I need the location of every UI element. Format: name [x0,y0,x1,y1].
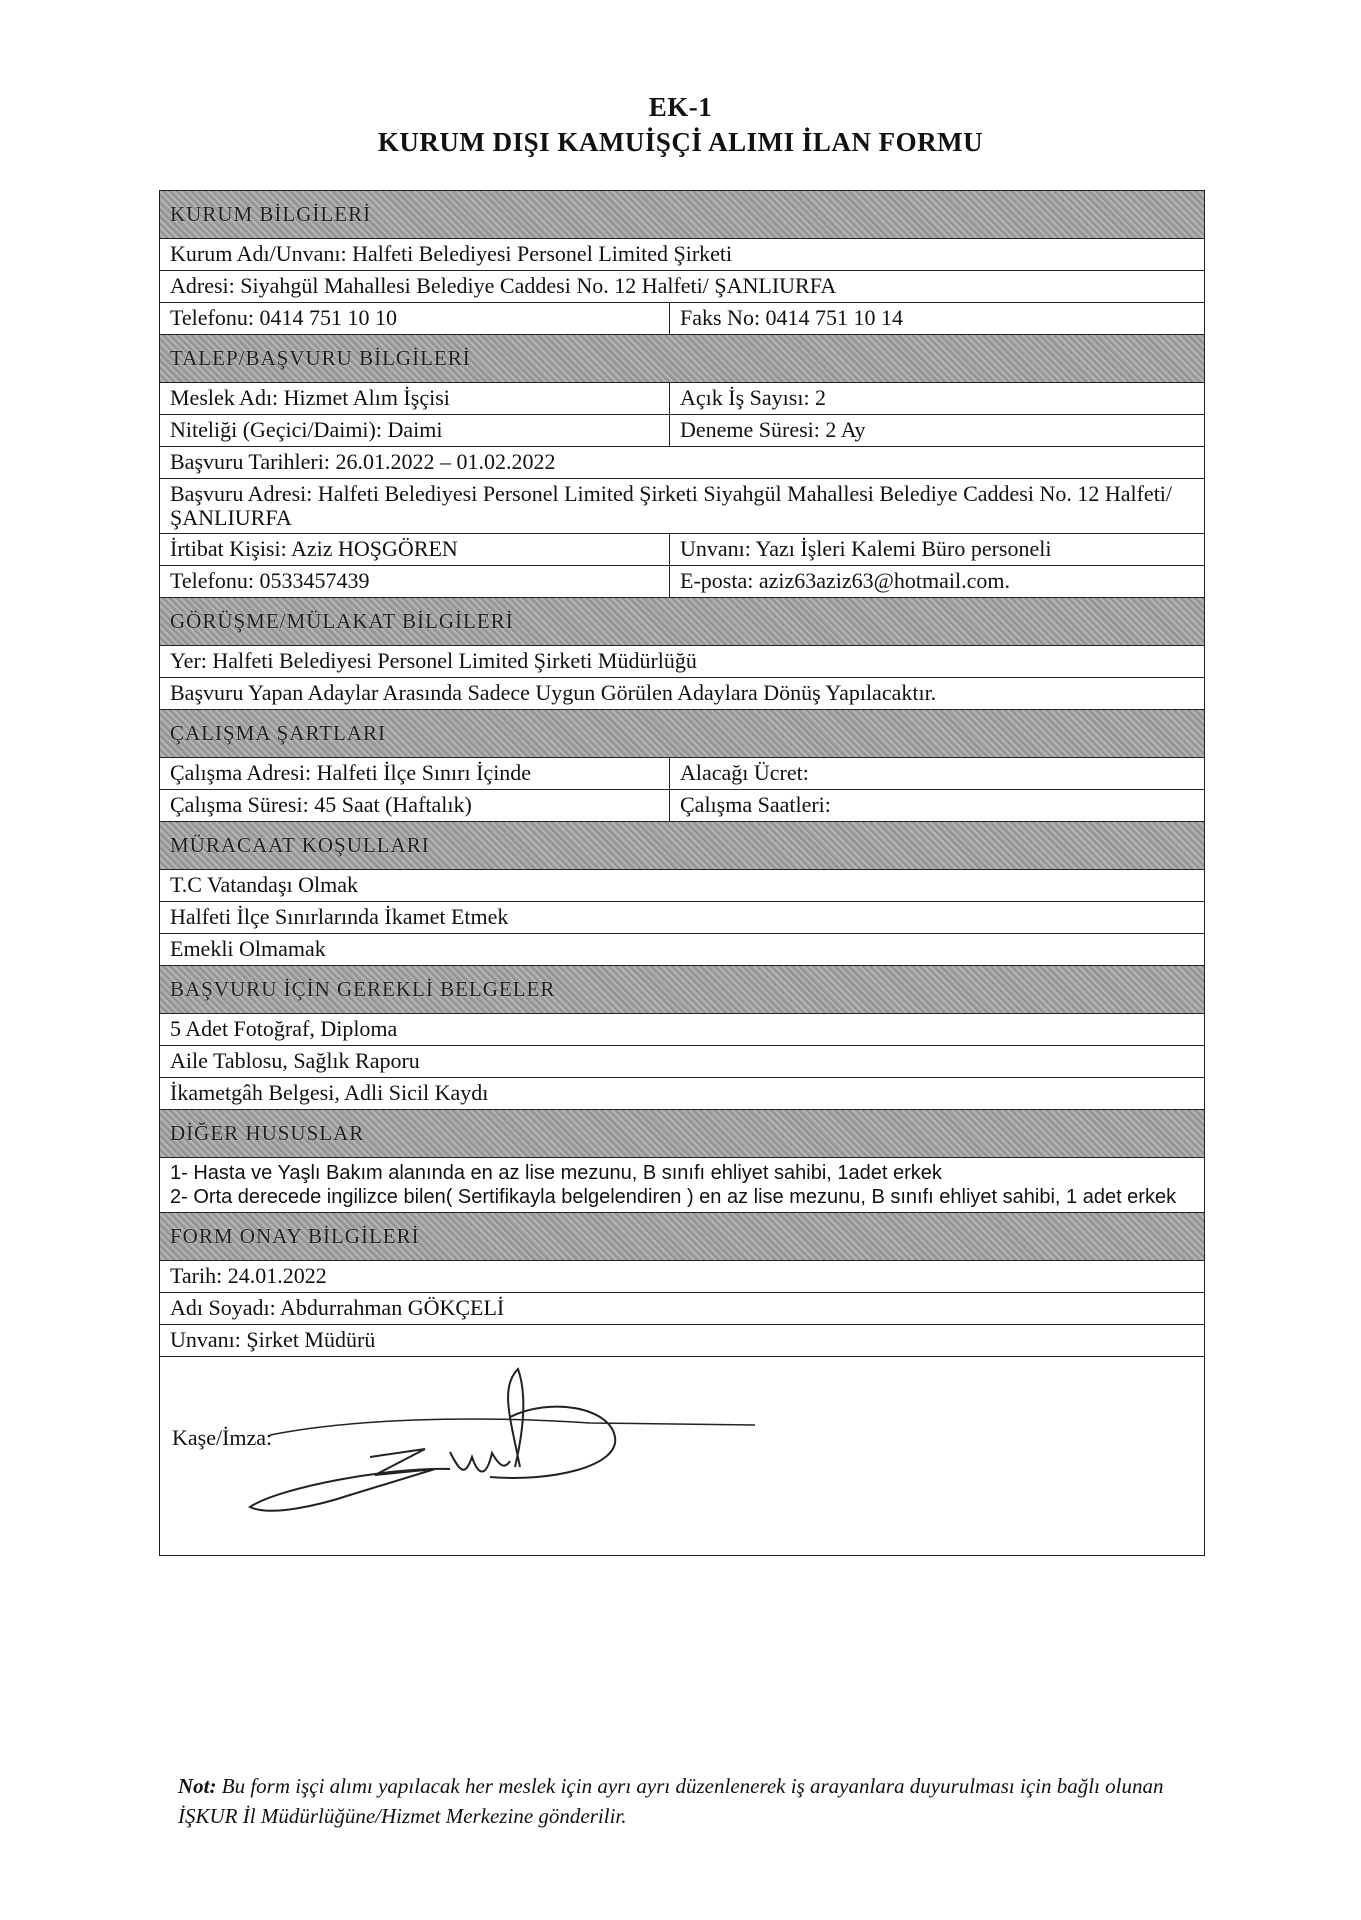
onay-unvan-row: Unvanı: Şirket Müdürü [159,1324,1205,1356]
form-code: EK-1 [648,92,713,122]
form-title: KURUM DIŞI KAMUİŞÇİ ALIMI İLAN FORMU [377,127,984,157]
basvuru-tarih-row: Başvuru Tarihleri: 26.01.2022 – 01.02.2022 [159,446,1205,478]
announcement-form [159,190,1205,1556]
diger-hususlar-row [159,1157,1205,1212]
belge-item: İkametgâh Belgesi, Adli Sicil Kaydı [159,1077,1205,1109]
kurum-fax: Faks No: 0414 751 10 14 [680,305,904,330]
section-header-kurum: KURUM BİLGİLERİ [159,190,1205,238]
irtibat-contact-row [159,565,1205,597]
onay-ad-row: Adı Soyadı: Abdurrahman GÖKÇELİ [159,1292,1205,1324]
acik-is-sayisi: Açık İş Sayısı: 2 [680,385,827,410]
diger-item-1: 1- Hasta ve Yaşlı Bakım alanında en az lise mezunu, B sınıfı ehliyet sahibi, 1adet erkek [170,1162,942,1184]
calisma-adres: Çalışma Adresi: Halfeti İlçe Sınırı İçinde [160,758,670,789]
irtibat-telefon: Telefonu: 0533457439 [160,566,670,597]
note-prefix: Not: [178,1774,217,1798]
nitelik: Niteliği (Geçici/Daimi): Daimi [160,415,670,446]
kurum-contact-row [159,302,1205,334]
section-header-belgeler: BAŞVURU İÇİN GEREKLİ BELGELER [159,965,1205,1013]
section-header-gorusme: GÖRÜŞME/MÜLAKAT BİLGİLERİ [159,597,1205,645]
deneme-suresi: Deneme Süresi: 2 Ay [680,417,866,442]
kurum-phone: Telefonu: 0414 751 10 10 [160,303,670,334]
kurum-name-row: Kurum Adı/Unvanı: Halfeti Belediyesi Personel Limited Şirketi [159,238,1205,270]
meslek: Meslek Adı: Hizmet Alım İşçisi [160,383,670,414]
section-header-talep: TALEP/BAŞVURU BİLGİLERİ [159,334,1205,382]
calisma-saatleri: Çalışma Saatleri: [680,792,831,817]
calisma-adres-row [159,757,1205,789]
irtibat-kisisi: İrtibat Kişisi: Aziz HOŞGÖREN [160,534,670,565]
talep-meslek-row [159,382,1205,414]
belge-item: Aile Tablosu, Sağlık Raporu [159,1045,1205,1077]
section-header-muracaat: MÜRACAAT KOŞULLARI [159,821,1205,869]
onay-tarih-row: Tarih: 24.01.2022 [159,1260,1205,1292]
muracaat-item: T.C Vatandaşı Olmak [159,869,1205,901]
muracaat-item: Emekli Olmamak [159,933,1205,965]
irtibat-row [159,533,1205,565]
gorusme-yer-row: Yer: Halfeti Belediyesi Personel Limited Şirketi Müdürlüğü [159,645,1205,677]
signature-icon [210,1357,830,1547]
calisma-suresi: Çalışma Süresi: 45 Saat (Haftalık) [160,790,670,821]
kurum-address-row: Adresi: Siyahgül Mahallesi Belediye Caddesi No. 12 Halfeti/ ŞANLIURFA [159,270,1205,302]
irtibat-unvan: Unvanı: Yazı İşleri Kalemi Büro personeli [680,536,1052,561]
kase-imza-label: Kaşe/İmza: [172,1425,273,1450]
belge-item: 5 Adet Fotoğraf, Diploma [159,1013,1205,1045]
diger-item-2: 2- Orta derecede ingilizce bilen( Sertifikayla belgelendiren ) en az lise mezunu, B sınıfı ehliyet sahibi, 1 adet erkek [170,1186,1177,1208]
section-header-calisma: ÇALIŞMA ŞARTLARI [159,709,1205,757]
muracaat-item: Halfeti İlçe Sınırlarında İkamet Etmek [159,901,1205,933]
signature-box [159,1356,1205,1556]
note-text: Bu form işçi alımı yapılacak her meslek için ayrı ayrı düzenlenerek iş arayanlara duyurulması için bağlı olunan İŞKUR İl Müdürlüğüne/Hizmet Merkezine gönderilir. [178,1774,1164,1828]
section-header-onay: FORM ONAY BİLGİLERİ [159,1212,1205,1260]
irtibat-eposta: E-posta: aziz63aziz63@hotmail.com. [680,568,1010,593]
footer-note [178,1771,1208,1831]
basvuru-adres-row: Başvuru Adresi: Halfeti Belediyesi Personel Limited Şirketi Siyahgül Mahallesi Belediye Caddesi No. 12 Halfeti/ ŞANLIURFA [159,478,1205,533]
talep-nitelik-row [159,414,1205,446]
calisma-sure-row [159,789,1205,821]
gorusme-not-row: Başvuru Yapan Adaylar Arasında Sadece Uygun Görülen Adaylara Dönüş Yapılacaktır. [159,677,1205,709]
section-header-diger: DİĞER HUSUSLAR [159,1109,1205,1157]
alacagi-ucret: Alacağı Ücret: [680,760,809,785]
